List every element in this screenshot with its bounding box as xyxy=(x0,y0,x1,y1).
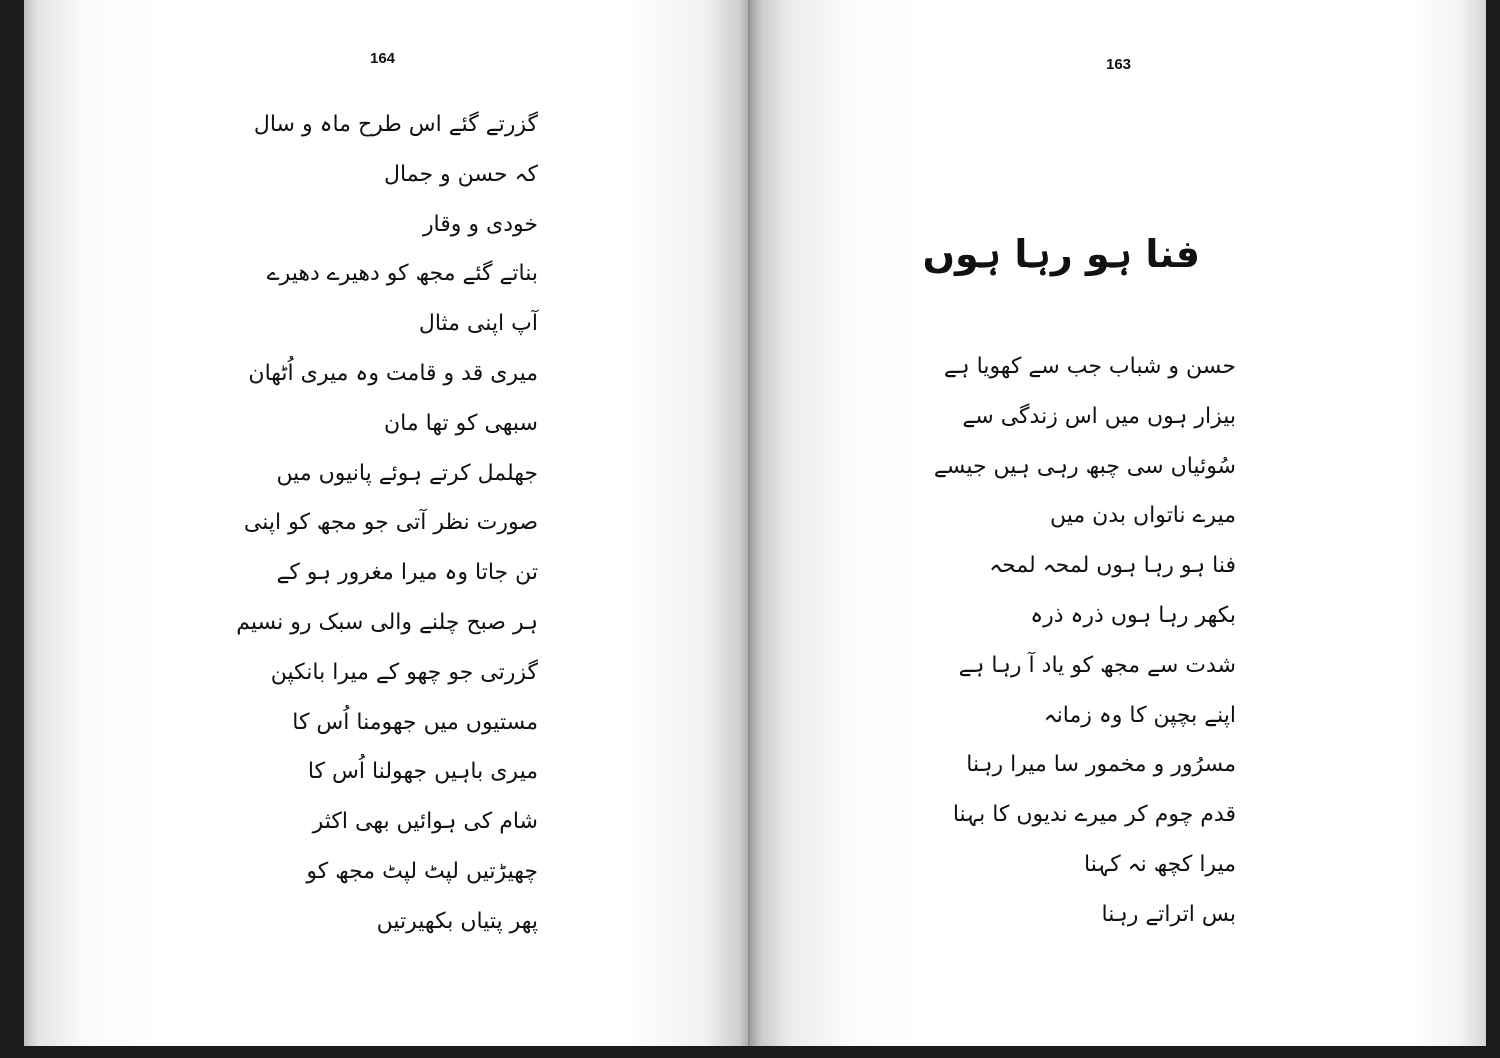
left-page xyxy=(24,0,750,1046)
poem-line: خودی و وقار xyxy=(422,211,538,237)
right-page xyxy=(750,0,1486,1046)
poem-line: بناتے گئے مجھ کو دھیرے دھیرے xyxy=(266,261,538,287)
poem-line: گزرتے گئے اس طرح ماہ و سال xyxy=(253,112,538,137)
poem-line: بکھر رہا ہوں ذرہ ذرہ xyxy=(1030,603,1236,628)
page-number: 163 xyxy=(1106,56,1132,73)
poem-line: حسن و شباب جب سے کھویا ہے xyxy=(943,354,1236,379)
poem-line: صورت نظر آتی جو مجھ کو اپنی xyxy=(243,510,538,536)
poem-line: میرا کچھ نہ کہنا xyxy=(1084,852,1236,877)
poem-line: اپنے بچپن کا وہ زمانہ xyxy=(1043,702,1236,728)
poem-line: فنا ہو رہا ہوں لمحہ لمحہ xyxy=(989,553,1236,579)
poem-line: قدم چوم کر میرے ندیوں کا بہنا xyxy=(952,802,1236,828)
poem-line: شدت سے مجھ کو یاد آ رہا ہے xyxy=(958,652,1236,678)
poem-line: سبھی کو تھا مان xyxy=(384,410,538,436)
page-number: 164 xyxy=(370,50,396,67)
poem-line: بس اتراتے رہنا xyxy=(1101,901,1236,927)
poem-line: پھر پتیاں بکھیرتیں xyxy=(376,908,538,934)
poem-line: میری باہیں جھولنا اُس کا xyxy=(307,759,538,785)
poem-line: ہر صبح چلنے والی سبک رو نسیم xyxy=(236,610,538,635)
poem-line: گزرتی جو چھو کے میرا بانکپن xyxy=(270,659,538,685)
poem-line: مسرُور و مخمور سا میرا رہنا xyxy=(966,752,1236,778)
poem-line: جھلمل کرتے ہوئے پانیوں میں xyxy=(276,460,538,486)
poem-line: میری قد و قامت وہ میری اُٹھان xyxy=(248,361,538,386)
poem-line: مستیوں میں جھومنا اُس کا xyxy=(292,709,538,735)
poem-line: کہ حسن و جمال xyxy=(384,161,538,187)
poem-line: آپ اپنی مثال xyxy=(418,311,538,337)
poem-line: میرے ناتواں بدن میں xyxy=(1049,503,1236,529)
poem-title: فنا ہو رہا ہوں xyxy=(922,232,1200,276)
poem-line: شام کی ہوائیں بھی اکثر xyxy=(312,809,538,835)
poem-line: بیزار ہوں میں اس زندگی سے xyxy=(962,403,1236,429)
poem-line: سُوئیاں سی چبھ رہی ہیں جیسے xyxy=(933,453,1236,479)
poem-line: چھیڑتیں لپٹ لپٹ مجھ کو xyxy=(306,859,538,884)
poem-line: تن جاتا وہ میرا مغرور ہو کے xyxy=(276,560,538,586)
